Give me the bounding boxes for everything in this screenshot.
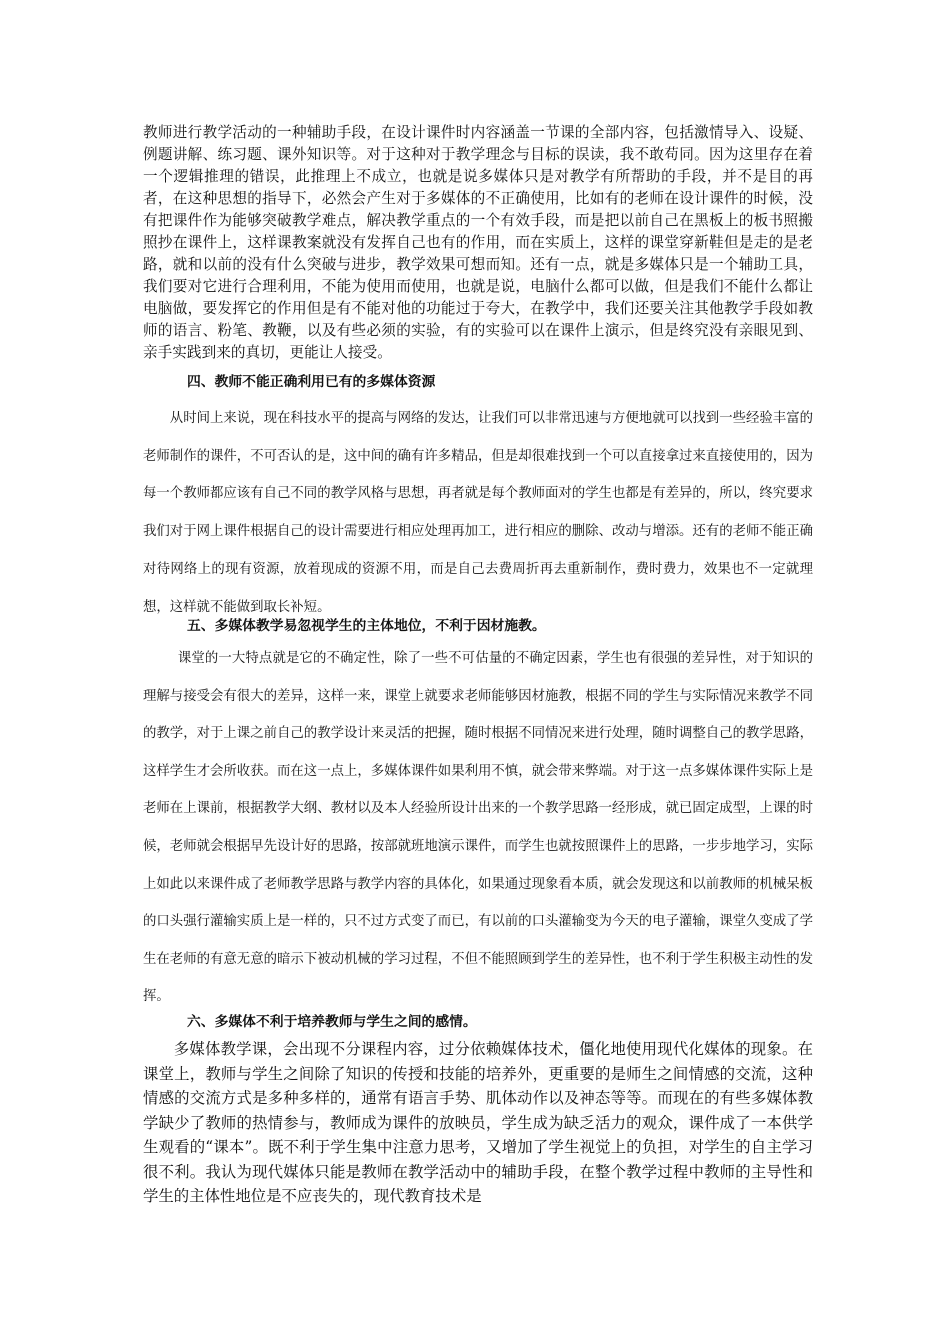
section4-body — [143, 400, 813, 626]
section6-body — [143, 1037, 813, 1209]
section6-paragraph: 多媒体教学课，会出现不分课程内容，过分依赖媒体技术，僵化地使用现代化媒体的现象。在课堂上，教师与学生之间除了知识的传授和技能的培养外，更重要的是师生之间情感的交流，这种情感的交流方式是多种多样的，通常有语言手势、肌体动作以及神态等等。而现在的有些多媒体教学缺少了教师的热情参与，教师成为课件的放映员，学生成为缺乏活力的观众，课件成了一本供学生观看的“课本”。既不利于学生集中注意力思考，又增加了学生视觉上的负担，对学生的自主学习很不利。我认为现代媒体只能是教师在教学活动中的辅助手段，在整个教学过程中教师的主导性和学生的主体性地位是不应丧失的，现代教育技术是 — [143, 1040, 813, 1205]
heading-section4: 四、教师不能正确利用已有的多媒体资源 — [187, 374, 436, 390]
section6 — [143, 1012, 813, 1032]
section5-body — [143, 640, 813, 1016]
section5-paragraph: 课堂的一大特点就是它的不确定性，除了一些不可估量的不确定因素，学生也有很强的差异性，对于知识的理解与接受会有很大的差异，这样一来，课堂上就要求老师能够因材施教，根据不同的学生与实际情况来教学不同的教学，对于上课之前自己的教学设计来灵活的把握，随时根据不同情况来进行处理，随时调整自己的教学思路，这样学生才会所收获。而在这一点上，多媒体课件如果利用不慎，就会带来弊端。对于这一点多媒体课件实际上是老师在上课前，根据教学大纲、教材以及本人经验所设计出来的一个教学思路一经形成，就已固定成型，上课的时候，老师就会根据早先设计好的思路，按部就班地演示课件，而学生也就按照课件上的思路，一步步地学习，实际上如此以来课件成了老师教学思路与教学内容的具体化，如果通过现象看本质，就会发现这和以前教师的机械呆板的口头强行灌输实质上是一样的，只不过方式变了而已，有以前的口头灌输变为今天的电子灌输，课堂久变成了学生在老师的有意无意的暗示下被动机械的学习过程，不但不能照顾到学生的差异性，也不利于学生积极主动性的发挥。 — [143, 651, 813, 1005]
section4 — [143, 372, 813, 392]
heading-section6: 六、多媒体不利于培养教师与学生之间的感情。 — [187, 1014, 477, 1030]
section3-tail — [143, 122, 813, 364]
section5 — [143, 616, 813, 636]
heading-section5: 五、多媒体教学易忽视学生的主体地位，不利于因材施教。 — [187, 618, 546, 634]
section3-paragraph: 教师进行教学活动的一种辅助手段，在设计课件时内容涵盖一节课的全部内容，包括激情导入、设疑、例题讲解、练习题、课外知识等。对于这种对于教学理念与目标的误读，我不敢苟同。因为这里存在着一个逻辑推理的错误，此推理上不成立，也就是说多媒体只是对教学有所帮助的手段，并不是目的再者，在这种思想的指导下，必然会产生对于多媒体的不正确使用，比如有的老师在设计课件的时候，没有把课件作为能够突破教学难点，解决教学重点的一个有效手段，而是把以前自己在黑板上的板书照搬照抄在课件上，这样课教案就没有发挥自己也有的作用，而在实质上，这样的课堂穿新鞋但是走的是老路，就和以前的没有什么突破与进步，教学效果可想而知。还有一点，就是多媒体只是一个辅助工具，我们要对它进行合理利用，不能为使用而使用，也就是说，电脑什么都可以做，但是我们不能什么都让电脑做，要发挥它的作用但是有不能对他的功能过于夸大，在教学中，我们还要关注其他教学手段如教师的语言、粉笔、教鞭，以及有些必须的实验，有的实验可以在课件上演示，但是终究没有亲眼见到、亲手实践到来的真切，更能让人接受。 — [143, 124, 813, 361]
section4-paragraph: 从时间上来说，现在科技水平的提高与网络的发达，让我们可以非常迅速与方便地就可以找到一些经验丰富的老师制作的课件，不可否认的是，这中间的确有许多精品，但是却很难找到一个可以直接拿过来直接使用的，因为每一个教师都应该有自己不同的教学风格与思想，再者就是每个教师面对的学生也都是有差异的，所以，终究要求我们对于网上课件根据自己的设计需要进行相应处理再加工，进行相应的删除、改动与增添。还有的老师不能正确对待网络上的现有资源，放着现成的资源不用，而是自己去费周折再去重新制作，费时费力，效果也不一定就理想，这样就不能做到取长补短。 — [143, 411, 813, 615]
